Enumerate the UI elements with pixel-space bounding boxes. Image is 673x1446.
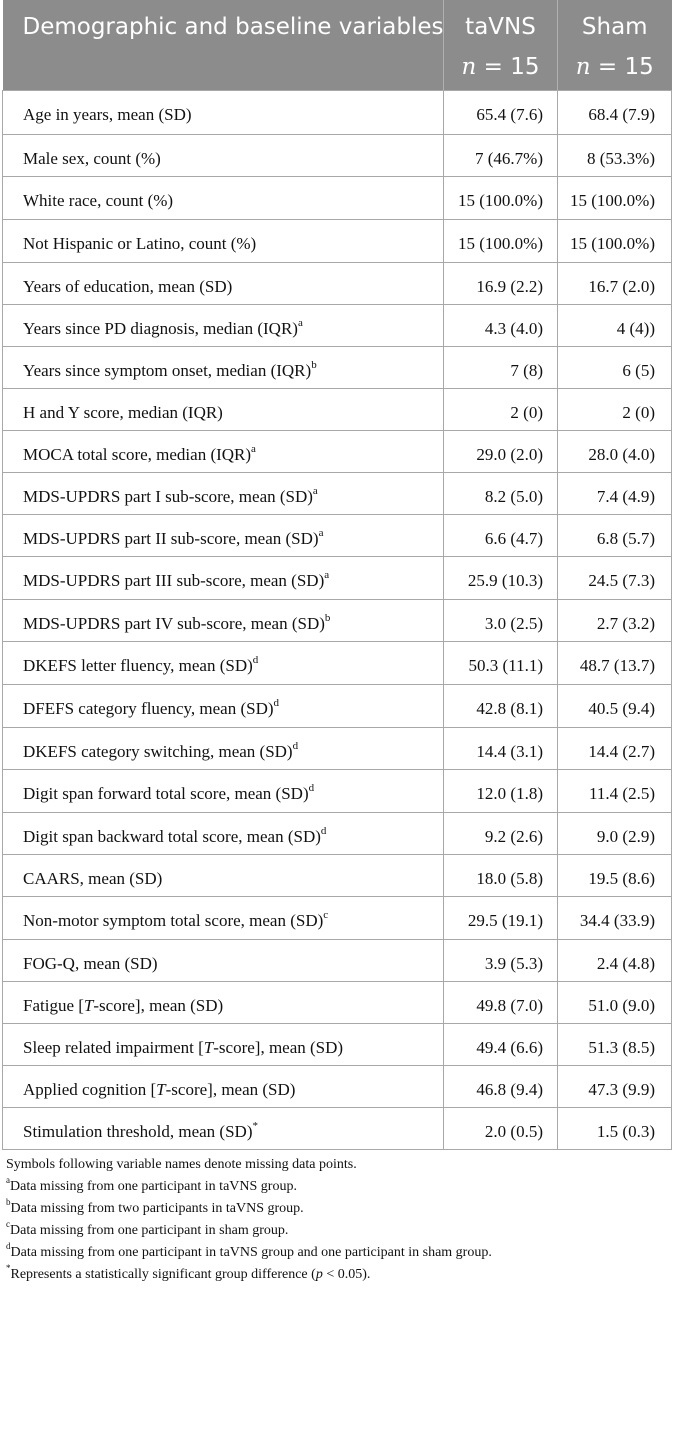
row-sham-value: 24.5 (7.3): [558, 557, 672, 600]
header-sham-n: n = 15: [575, 54, 654, 80]
row-sham-value: 48.7 (13.7): [558, 642, 672, 685]
row-sham-value: 6.8 (5.7): [558, 515, 672, 557]
table-row: [3, 600, 672, 642]
row-tavns-value: 2.0 (0.5): [444, 1108, 558, 1150]
table-row: [3, 728, 672, 770]
row-variable: Digit span forward total score, mean (SD)$^d$: [3, 770, 444, 813]
table-row: [3, 135, 672, 177]
table-row: [3, 305, 672, 347]
row-variable: H and Y score, median (IQR): [3, 389, 444, 431]
row-sham-value: 28.0 (4.0): [558, 431, 672, 473]
row-tavns-value: 65.4 (7.6): [444, 91, 558, 135]
row-tavns-value: 15 (100.0%): [444, 220, 558, 263]
table-row: [3, 389, 672, 431]
footnote-mark: c: [323, 909, 329, 922]
row-tavns-value: 3.0 (2.5): [444, 600, 558, 642]
row-sham-value: 47.3 (9.9): [558, 1066, 672, 1108]
row-sham-value: 14.4 (2.7): [558, 728, 672, 770]
footnote-mark: d: [273, 697, 280, 710]
row-tavns-value: 16.9 (2.2): [444, 263, 558, 305]
footnote-mark: a: [297, 317, 303, 330]
row-tavns-value: 3.9 (5.3): [444, 940, 558, 982]
footnote-mark: d: [320, 825, 327, 838]
table-row: [3, 473, 672, 515]
table-row: [3, 940, 672, 982]
row-tavns-value: 6.6 (4.7): [444, 515, 558, 557]
row-tavns-value: 7 (8): [444, 347, 558, 389]
row-variable: DFEFS category fluency, mean (SD)$^d$: [3, 685, 444, 728]
header-variables: Demographic and baseline variables: [22, 14, 444, 40]
table-row: [3, 347, 672, 389]
row-tavns-value: 4.3 (4.0): [444, 305, 558, 347]
footnote-b: $^b$Data missing from two participants in taVNS group.: [6, 1197, 304, 1216]
table-row: [3, 1066, 672, 1108]
row-sham-value: 4 (4)): [558, 305, 672, 347]
table-header-row: [3, 0, 672, 91]
row-sham-value: 34.4 (33.9): [558, 897, 672, 940]
row-tavns-value: 7 (46.7%): [444, 135, 558, 177]
footnote-a: $^a$Data missing from one participant in taVNS group.: [6, 1175, 297, 1194]
footnote-intro: Symbols following variable names denote missing data points.: [6, 1157, 357, 1172]
header-tavns-n: n = 15: [461, 54, 540, 80]
row-sham-value: 40.5 (9.4): [558, 685, 672, 728]
row-tavns-value: 9.2 (2.6): [444, 813, 558, 855]
row-sham-value: 19.5 (8.6): [558, 855, 672, 897]
table-row: [3, 1108, 672, 1150]
table-row: [3, 685, 672, 728]
row-variable: Age in years, mean (SD): [3, 91, 444, 135]
footnote-d: $^d$Data missing from one participant in taVNS group and one participant in sham group.: [6, 1241, 492, 1260]
row-tavns-value: 12.0 (1.8): [444, 770, 558, 813]
row-sham-value: 15 (100.0%): [558, 177, 672, 220]
table-row: [3, 263, 672, 305]
row-sham-value: 9.0 (2.9): [558, 813, 672, 855]
row-sham-value: 51.3 (8.5): [558, 1024, 672, 1066]
row-variable: Stimulation threshold, mean (SD)*: [3, 1108, 444, 1150]
table-row: [3, 813, 672, 855]
row-tavns-value: 29.5 (19.1): [444, 897, 558, 940]
table-row: [3, 855, 672, 897]
row-variable: Years of education, mean (SD): [3, 263, 444, 305]
table-row: [3, 220, 672, 263]
row-variable: MDS-UPDRS part I sub-score, mean (SD)$^a$: [3, 473, 444, 515]
footnote-mark: b: [324, 612, 331, 625]
footnote-star: *Represents a statistically significant group difference (p < 0.05).: [6, 1263, 371, 1282]
footnote-mark: a: [318, 527, 324, 540]
row-sham-value: 2.7 (3.2): [558, 600, 672, 642]
row-variable: Not Hispanic or Latino, count (%): [3, 220, 444, 263]
table-row: [3, 642, 672, 685]
table-footnotes: [2, 1154, 671, 1286]
row-variable: Applied cognition [T-score], mean (SD): [3, 1066, 444, 1108]
table-row: [3, 515, 672, 557]
row-tavns-value: 25.9 (10.3): [444, 557, 558, 600]
footnote-mark: a: [324, 569, 330, 582]
table-row: [3, 557, 672, 600]
row-variable: Sleep related impairment [T-score], mean (SD): [3, 1024, 444, 1066]
table-row: [3, 982, 672, 1024]
header-sham: [558, 0, 672, 91]
row-tavns-value: 46.8 (9.4): [444, 1066, 558, 1108]
row-sham-value: 11.4 (2.5): [558, 770, 672, 813]
table-row: [3, 91, 672, 135]
row-sham-value: 7.4 (4.9): [558, 473, 672, 515]
row-sham-value: 6 (5): [558, 347, 672, 389]
row-sham-value: 2 (0): [558, 389, 672, 431]
row-variable: White race, count (%): [3, 177, 444, 220]
row-tavns-value: 15 (100.0%): [444, 177, 558, 220]
row-tavns-value: 42.8 (8.1): [444, 685, 558, 728]
row-variable: MDS-UPDRS part III sub-score, mean (SD)$^a$: [3, 557, 444, 600]
table-row: [3, 897, 672, 940]
footnote-mark: d: [292, 740, 299, 753]
row-variable: MDS-UPDRS part II sub-score, mean (SD)$^a$: [3, 515, 444, 557]
row-variable: Digit span backward total score, mean (SD)$^d$: [3, 813, 444, 855]
row-variable: Non-motor symptom total score, mean (SD)$^c$: [3, 897, 444, 940]
row-variable: Male sex, count (%): [3, 135, 444, 177]
row-variable: MDS-UPDRS part IV sub-score, mean (SD)$^b$: [3, 600, 444, 642]
footnote-mark: a: [251, 443, 256, 456]
row-variable: DKEFS letter fluency, mean (SD)$^d$: [3, 642, 444, 685]
header-tavns: [444, 0, 558, 91]
row-tavns-value: 50.3 (11.1): [444, 642, 558, 685]
row-variable: DKEFS category switching, mean (SD)$^d$: [3, 728, 444, 770]
row-variable: Years since symptom onset, median (IQR)$^b$: [3, 347, 444, 389]
footnote-mark: d: [252, 654, 259, 667]
header-sham-name: Sham: [581, 14, 648, 40]
baseline-table: [2, 0, 672, 1150]
row-sham-value: 68.4 (7.9): [558, 91, 672, 135]
row-variable: MOCA total score, median (IQR)$^a$: [3, 431, 444, 473]
row-sham-value: 1.5 (0.3): [558, 1108, 672, 1150]
row-tavns-value: 14.4 (3.1): [444, 728, 558, 770]
footnote-mark: *: [252, 1120, 258, 1133]
row-variable: Fatigue [T-score], mean (SD): [3, 982, 444, 1024]
footnote-mark: d: [308, 782, 315, 795]
table-row: [3, 177, 672, 220]
row-sham-value: 51.0 (9.0): [558, 982, 672, 1024]
table-row: [3, 431, 672, 473]
row-sham-value: 15 (100.0%): [558, 220, 672, 263]
row-variable: FOG-Q, mean (SD): [3, 940, 444, 982]
row-tavns-value: 2 (0): [444, 389, 558, 431]
row-tavns-value: 8.2 (5.0): [444, 473, 558, 515]
table-row: [3, 1024, 672, 1066]
table-row: [3, 770, 672, 813]
header-tavns-name: taVNS: [465, 14, 536, 40]
row-tavns-value: 18.0 (5.8): [444, 855, 558, 897]
row-sham-value: 2.4 (4.8): [558, 940, 672, 982]
row-tavns-value: 49.4 (6.6): [444, 1024, 558, 1066]
row-sham-value: 16.7 (2.0): [558, 263, 672, 305]
footnote-mark: a: [312, 485, 318, 498]
footnote-c: $^c$Data missing from one participant in sham group.: [6, 1219, 289, 1238]
row-tavns-value: 29.0 (2.0): [444, 431, 558, 473]
footnote-mark: b: [311, 359, 317, 372]
row-variable: Years since PD diagnosis, median (IQR)$^a$: [3, 305, 444, 347]
row-sham-value: 8 (53.3%): [558, 135, 672, 177]
row-tavns-value: 49.8 (7.0): [444, 982, 558, 1024]
row-variable: CAARS, mean (SD): [3, 855, 444, 897]
